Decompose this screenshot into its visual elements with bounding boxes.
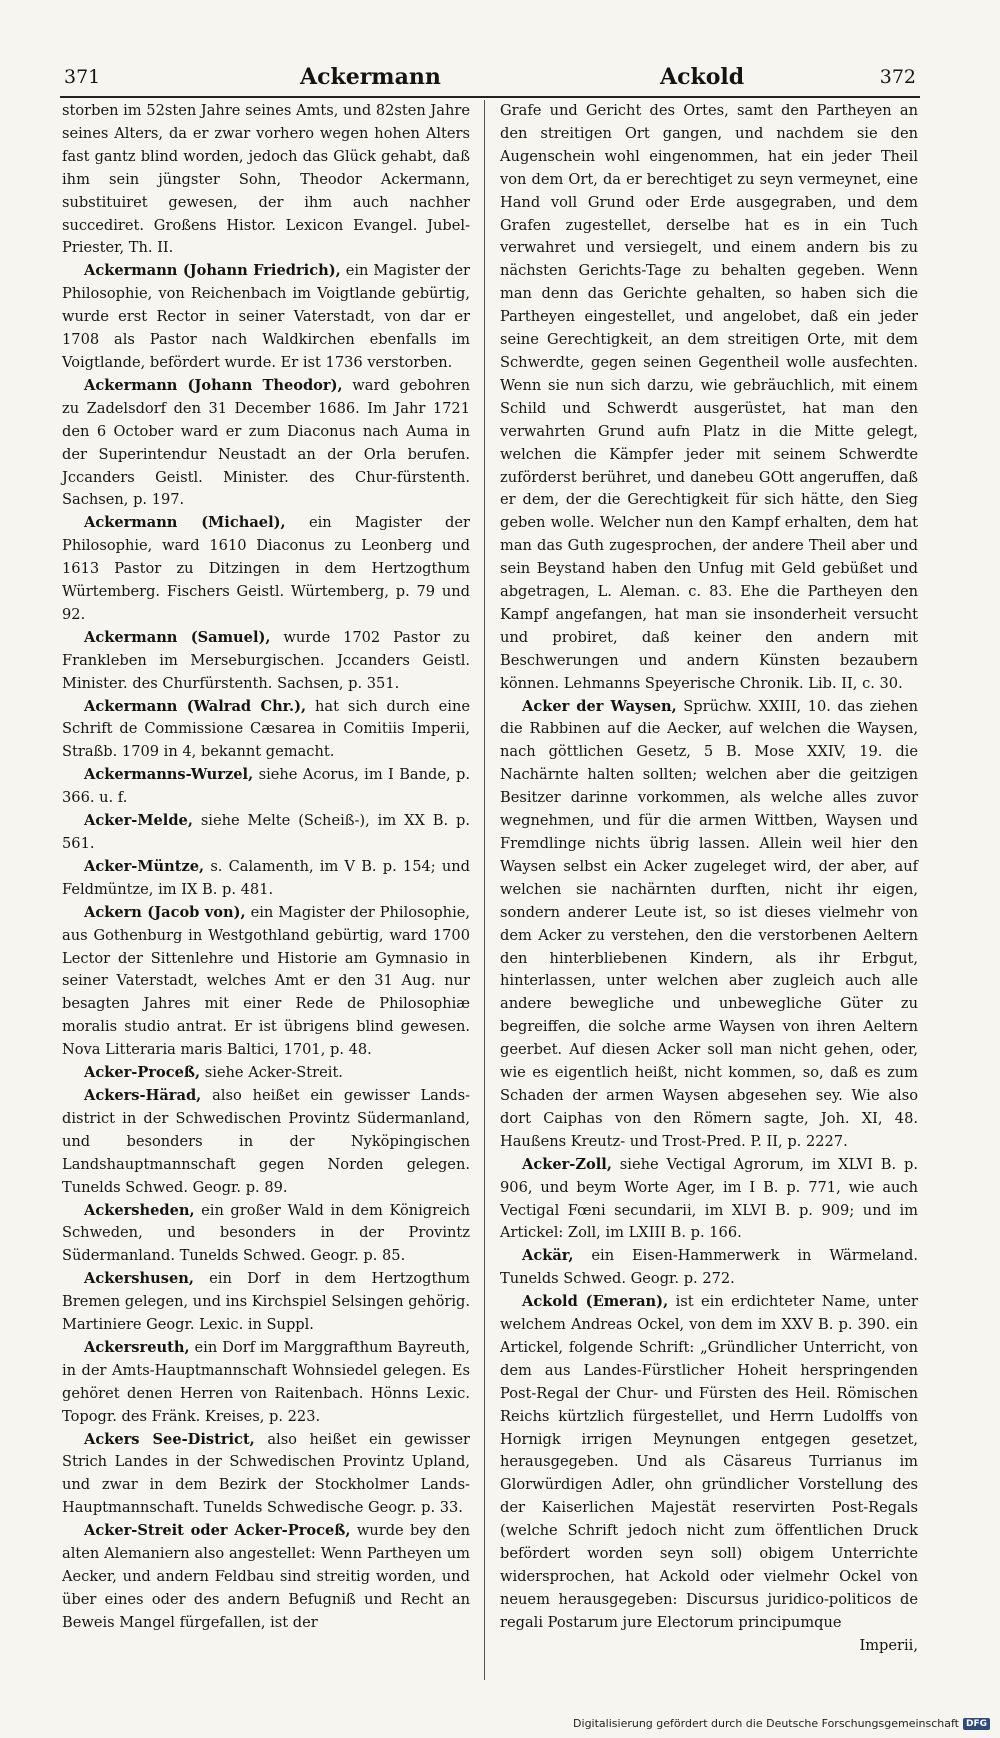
page-number-right: 372 — [879, 66, 916, 88]
running-title-left: Ackermann — [300, 64, 441, 90]
entry-headword: Ackermann (Johann Friedrich), — [84, 262, 341, 280]
lexicon-entry — [62, 375, 470, 512]
entry-headword: Ackershusen, — [84, 1270, 194, 1288]
page-header — [60, 62, 920, 98]
lexicon-entry — [500, 1245, 918, 1291]
entry-text: wurde 1702 Pastor zu Frankleben im Merseburgischen. Jccanders Geistl. Minister. des Churfürstenth. Sachsen, p. 351. — [62, 628, 470, 692]
lexicon-entry — [62, 1062, 470, 1085]
entry-headword: Ackersheden, — [84, 1201, 195, 1219]
entry-headword: Ackär, — [522, 1247, 574, 1265]
lexicon-entry — [500, 1154, 918, 1246]
lexicon-entry — [62, 696, 470, 765]
lexicon-entry — [500, 1291, 918, 1635]
lexicon-entry — [62, 856, 470, 902]
entry-text: siehe Melte (Scheiß-), im XX B. p. 561. — [62, 812, 470, 852]
entry-headword: Acker-Zoll, — [522, 1155, 612, 1173]
entry-headword: Ackers-Härad, — [84, 1086, 202, 1104]
entry-headword: Acker-Streit oder Acker-Proceß, — [84, 1522, 351, 1540]
running-title-right: Ackold — [660, 64, 745, 90]
entry-headword: Ackermann (Michael), — [84, 514, 286, 532]
entry-text: siehe Acorus, im I Bande, p. 366. u. f. — [62, 766, 471, 807]
entry-text: ein Magister der Philosophie, von Reichenbach im Voigtlande gebürtig, wurde erst Rector in seiner Vaterstadt, von dar er 1708 als Pastor nach Waldkirchen ebenfalls im Voigtlande, befördert wurde. Er ist 1736 verstorben. — [62, 262, 470, 371]
entry-text: s. Calamenth, im V B. p. 154; und Feldmüntze, im IX B. p. 481. — [62, 857, 470, 898]
entry-headword: Acker-Melde, — [84, 812, 193, 830]
entry-text: wurde bey den alten Alemaniern also angestellet: Wenn Partheyen um Aecker, und andern Feldbau sind streitig worden, und über eines oder des andern Befugniß und Recht an Beweis Mangel fürgefallen, ist der — [62, 1522, 470, 1631]
entry-text: ein Dorf im Marggrafthum Bayreuth, in der Amts-Hauptmannschaft Wohnsiedel gelegen. Es gehöret denen Herren von Raitenbach. Hönns Lexic. Topogr. des Fränk. Kreises, p. 223. — [62, 1338, 470, 1425]
lexicon-entry — [62, 627, 470, 696]
entry-text: Grafe und Gericht des Ortes, samt den Partheyen an den streitigen Ort gangen, und nachdem sie den Augenschein wohl eingenommen, hat ein jeder Theil von dem Ort, da er berechtiget zu seyn vermeynet, eine Hand voll Grund oder Erde ausgegraben, und dem Grafen zugestellet, derselbe hat es in ein Tuch verwahret und versiegelt, und einem andern bis zu nächsten Gerichts-Tage zu behalten gegeben. Wenn man denn das Gerichte gehalten, so haben sich die Partheyen eingestellet, und angelobet, daß ein jeder seine Gerechtigkeit, an dem streitigen Orte, mit dem Schwerdte, gegen seinen Gegentheil wolle ausfechten. Wenn sie nun sich darzu, wie gebräuchlich, mit einem Schild und Schwerdt ausgerüstet, hat man den verwahrten Grund aufn Platz in die Mitte gelegt, welchen die Kämpfer jeder mit seinem Schwerdte zuförderst berühret, und danebeu GOtt angeruffen, daß er dem, der die Gerechtigkeit für sich hätte, den Sieg geben wolle. Welcher nun den Kampf erhalten, dem hat man das Guth zugesprochen, der andere Theil aber und sein Beystand haben den Unfug mit Geld gebüßet und abgetragen, L. Aleman. c. 83. Ehe die Partheyen den Kampf angefangen, hat man sie insonderheit versucht und probiret, daß keiner den andern mit Beschwerungen und andern Künsten bezaubern können. Lehmanns Speyerische Chronik. Lib. II, c. 30. — [500, 102, 918, 692]
column-catchword: Imperii, — [859, 1636, 918, 1654]
entry-text: storben im 52sten Jahre seines Amts, und 82sten Jahre seines Alters, da er zwar vorhero wegen hohen Alters fast gantz blind worden, jedoch das Glück gehabt, daß ihm sein jüngster Sohn, Theodor Ackermann, substituiret gewesen, der ihm auch nachher succediret. Großens Histor. Lexicon Evangel. Jubel-Priester, Th. II. — [62, 102, 470, 257]
column-divider — [484, 100, 485, 1680]
entry-text: also heißet ein gewisser Strich Landes in der Schwedischen Provintz Upland, und zwar in dem Bezirk der Stockholmer Lands-Hauptmannschaft. Tunelds Schwedische Geogr. p. 33. — [62, 1430, 471, 1517]
entry-text: also heißet ein gewisser Lands-district in der Schwedischen Provintz Südermanland, und besonders in der Nyköpingischen Landshauptmannschaft gegen Norden gelegen. Tunelds Schwed. Geogr. p. 89. — [62, 1086, 471, 1196]
lexicon-entry — [62, 1429, 470, 1521]
lexicon-entry — [62, 1200, 470, 1269]
entry-headword: Ackern (Jacob von), — [84, 903, 246, 921]
entry-text: ein großer Wald in dem Königreich Schweden, und besonders in der Provintz Südermanland. Tunelds Schwed. Geogr. p. 85. — [62, 1201, 470, 1265]
entry-text: Sprüchw. XXIII, 10. das ziehen die Rabbinen auf die Aecker, auf welchen die Waysen, nach göttlichen Gesetz, 5 B. Mose XXIV, 19. die Nachärnte halten sollten; welchen aber die geitzigen Besitzer darinne vorkommen, als welche alles zuvor wegnehmen, und für die armen Wittben, Waysen und Fremdlinge nichts übrig lassen. Allein weil hier den Waysen selbst ein Acker zugeleget wird, der aber, auf welchen sie nachärnten durften, nicht ihr eigen, sondern anderer Leute ist, so ist dieses vielmehr von dem Acker zu verstehen, den die verstorbenen Aeltern den hinterbliebenen Kindern, als ihr Erbgut, hinterlassen, unter welchen aber zugleich auch alle andere bewegliche und unbewegliche Güter zu begreiffen, die solche arme Waysen von ihren Aeltern geerbet. Auf diesen Acker soll man nicht gehen, oder, wie es eigentlich heißt, nicht kommen, so, daß es zum Schaden der armen Waysen abgesehen sey. Wie also dort Caiphas von den Römern sagte, Joh. XI, 48. Haußens Kreutz- und Trost-Pred. P. II, p. 2227. — [500, 697, 918, 1150]
lexicon-entry — [62, 1337, 470, 1429]
entry-text: ward gebohren zu Zadelsdorf den 31 December 1686. Im Jahr 1721 den 6 October ward er zum Diaconus nach Auma in der Superintendur Neustadt an der Orla berufen. Jccanders Geistl. Minister. des Chur-fürstenth. Sachsen, p. 197. — [62, 376, 470, 509]
entry-headword: Acker der Waysen, — [522, 697, 677, 715]
entry-headword: Ackersreuth, — [84, 1338, 190, 1356]
entry-headword: Ackermann (Walrad Chr.), — [84, 697, 307, 715]
page-number-left: 371 — [64, 66, 101, 88]
lexicon-entry — [62, 1268, 470, 1337]
lexicon-entry — [62, 1085, 470, 1200]
credit-text: Digitalisierung gefördert durch die Deutsche Forschungsgemeinschaft — [573, 1717, 959, 1730]
entry-text: ein Magister der Philosophie, aus Gothenburg in Westgothland gebürtig, ward 1700 Lector der Sittenlehre und Historie am Gymnasio in seiner Vaterstadt, welches Amt er den 31 Aug. nur besagten Jahres mit einer Rede de Philosophiæ moralis studio antrat. Er ist übrigens blind gewesen. Nova Litteraria maris Baltici, 1701, p. 48. — [62, 903, 471, 1059]
right-column — [500, 100, 918, 1658]
entry-text: ein Dorf in dem Hertzogthum Bremen gelegen, und ins Kirchspiel Selsingen gehörig. Martiniere Geogr. Lexic. in Suppl. — [62, 1270, 470, 1334]
lexicon-entry — [62, 100, 470, 260]
lexicon-entry — [62, 1520, 470, 1635]
entry-text: ein Magister der Philosophie, ward 1610 Diaconus zu Leonberg und 1613 Pastor zu Ditzingen in dem Hertzogthum Würtemberg. Fischers Geistl. Würtemberg, p. 79 und 92. — [62, 514, 471, 623]
entry-headword: Acker-Proceß, — [84, 1064, 201, 1082]
entry-headword: Ackermann (Samuel), — [84, 628, 271, 646]
lexicon-entry — [62, 260, 470, 375]
entry-text: hat sich durch eine Schrift de Commissione Cæsarea in Comitiis Imperii, Straßb. 1709 in 4, bekannt gemacht. — [62, 697, 471, 761]
entry-headword: Ackers See-District, — [84, 1430, 255, 1448]
dfg-logo-icon: DFG — [963, 1718, 990, 1730]
entry-text: siehe Vectigal Agrorum, im XLVI B. p. 906, und beym Worte Ager, im I B. p. 771, wie auch Vectigal Fœni secundarii, im XLVI B. p. 909; und im Artickel: Zoll, im LXIII B. p. 166. — [500, 1155, 918, 1242]
lexicon-entry — [62, 764, 470, 810]
lexicon-entry — [62, 902, 470, 1062]
entry-text: ein Eisen-Hammerwerk in Wärmeland. Tunelds Schwed. Geogr. p. 272. — [500, 1247, 918, 1288]
left-column — [62, 100, 470, 1635]
lexicon-entry — [500, 696, 918, 1154]
lexicon-entry — [62, 512, 470, 627]
entry-text: ist ein erdichteter Name, unter welchem Andreas Ockel, von dem im XXV B. p. 390. ein Artickel, folgende Schrift: „Gründlicher Unterricht, von dem aus Landes-Fürstlicher Hoheit herspringenden Post-Regal der Chur- und Fürsten des Heil. Römischen Reichs kürtzlich fürgestellet, und Herrn Ludolffs von Hornigk irrigen Meynungen entgegen gesetzet, herausgegeben. Und als Cäsareus Turrianus im Glorwürdigen Adler, ohn gründlicher Vorstellung des der Kaiserlichen Majestät reservirten Post-Regals (welche Schrift jedoch nicht zum öffentlichen Druck befördert worden seyn soll) obigem Unterrichte widersprochen, hat Ackold oder vielmehr Ockel von neuem herausgegeben: Discursus juridico-politicos de regali Postarum jure Electorum principumque — [500, 1293, 918, 1631]
digitization-credit — [573, 1717, 990, 1730]
entry-headword: Ackermanns-Wurzel, — [84, 766, 254, 784]
entry-text: siehe Acker-Streit. — [204, 1064, 343, 1082]
entry-headword: Acker-Müntze, — [84, 857, 205, 875]
entry-headword: Ackermann (Johann Theodor), — [84, 376, 343, 394]
entry-headword: Ackold (Emeran), — [522, 1293, 669, 1311]
lexicon-entry — [62, 810, 470, 856]
lexicon-entry — [500, 100, 918, 696]
